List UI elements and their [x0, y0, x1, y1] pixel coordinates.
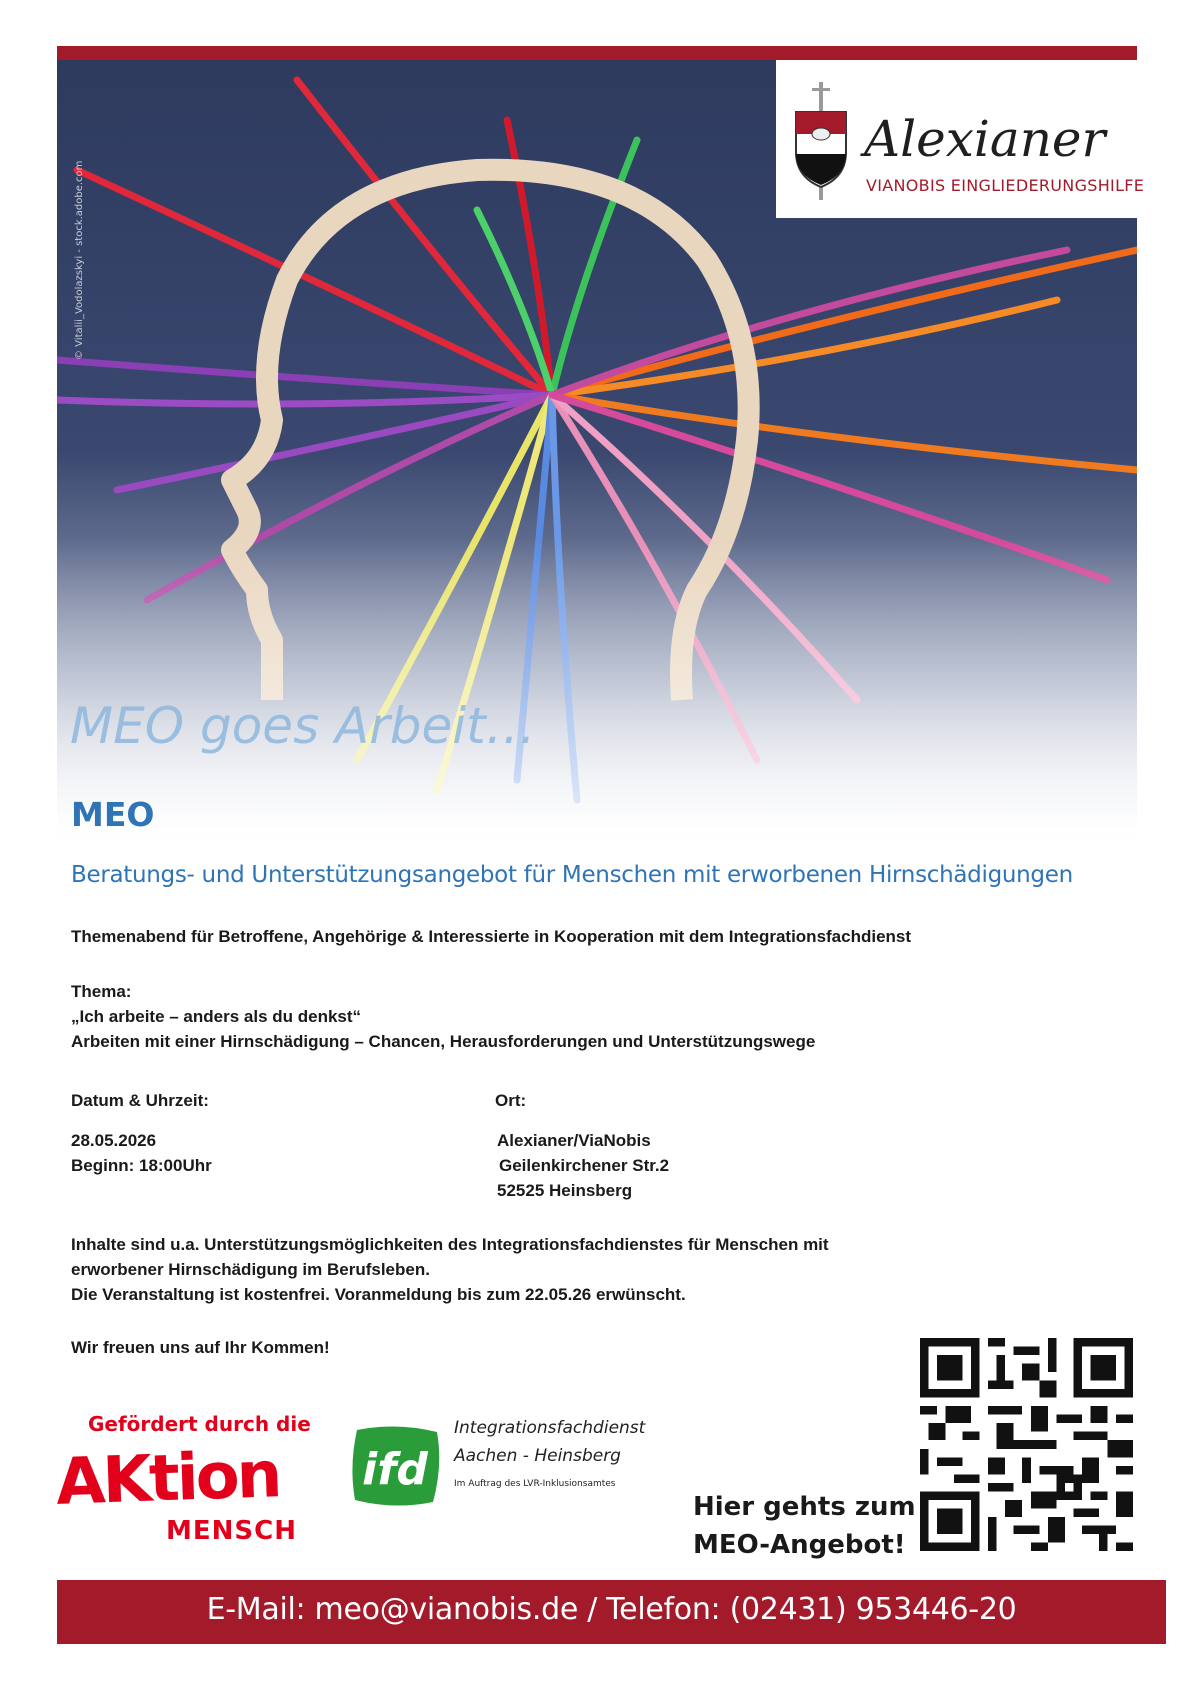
thema-quote: „Ich arbeite – anders als du denkst“	[71, 1007, 362, 1026]
lead-text: Themenabend für Betroffene, Angehörige & Interessierte in Kooperation mit dem Integrationsfachdienst	[71, 927, 912, 946]
closing-text: Wir freuen uns auf Ihr Kommen!	[71, 1338, 330, 1357]
ort-line-2: Geilenkirchener Str.2	[499, 1156, 670, 1175]
inhalte-line-2: erworbener Hirnschädigung im Berufsleben.	[71, 1260, 430, 1279]
section-title: MEO	[71, 795, 155, 834]
svg-text:ifd: ifd	[362, 1444, 428, 1495]
ifd-note: Im Auftrag des LVR-Inklusionsamtes	[454, 1479, 616, 1489]
inhalte-line-3: Die Veranstaltung ist kostenfrei. Voranmeldung bis zum 22.05.26 erwünscht.	[71, 1285, 686, 1304]
crest-icon	[790, 82, 852, 200]
datum-label: Datum & Uhrzeit:	[71, 1091, 209, 1110]
aktion-mensch-tagline: Gefördert durch die	[88, 1412, 311, 1436]
section-subtitle: Beratungs- und Unterstützungsangebot für Menschen mit erworbenen Hirnschädigungen	[71, 862, 1073, 888]
inhalte-line-1: Inhalte sind u.a. Unterstützungsmöglichkeiten des Integrationsfachdienstes für Menschen mit	[71, 1235, 829, 1254]
aktion-mensch-logo: AKtion	[54, 1438, 281, 1520]
hero-tagline: MEO goes Arbeit…	[70, 697, 536, 755]
top-red-bar	[57, 46, 1137, 60]
qr-caption-line-2: MEO-Angebot!	[693, 1530, 906, 1560]
datum-time: Beginn: 18:00Uhr	[71, 1156, 212, 1175]
ifd-logo	[347, 1422, 443, 1510]
ort-label: Ort:	[495, 1091, 527, 1110]
brand-subtitle: VIANOBIS EINGLIEDERUNGSHILFE	[866, 176, 1145, 195]
thema-detail: Arbeiten mit einer Hirnschädigung – Chancen, Herausforderungen und Unterstützungswege	[71, 1032, 816, 1051]
qr-code[interactable]	[920, 1338, 1133, 1551]
ifd-region: Aachen - Heinsberg	[454, 1446, 621, 1466]
ifd-name: Integrationsfachdienst	[454, 1418, 646, 1438]
qr-caption-line-1: Hier gehts zum	[693, 1492, 916, 1522]
contact-footer	[57, 1580, 1166, 1644]
contact-text[interactable]: E-Mail: meo@vianobis.de / Telefon: (02431) 953446-20	[206, 1592, 1017, 1627]
datum-date: 28.05.2026	[71, 1131, 157, 1150]
ort-line-1: Alexianer/ViaNobis	[497, 1131, 651, 1150]
aktion-mensch-logo-sub: MENSCH	[166, 1516, 297, 1546]
ort-line-3: 52525 Heinsberg	[497, 1181, 633, 1200]
brand-name: Alexianer	[864, 110, 1106, 168]
image-credit: © Vitalii_Vodolazskyi - stock.adobe.com	[74, 160, 85, 360]
thema-label: Thema:	[71, 982, 132, 1001]
qr-caption	[693, 1488, 916, 1564]
